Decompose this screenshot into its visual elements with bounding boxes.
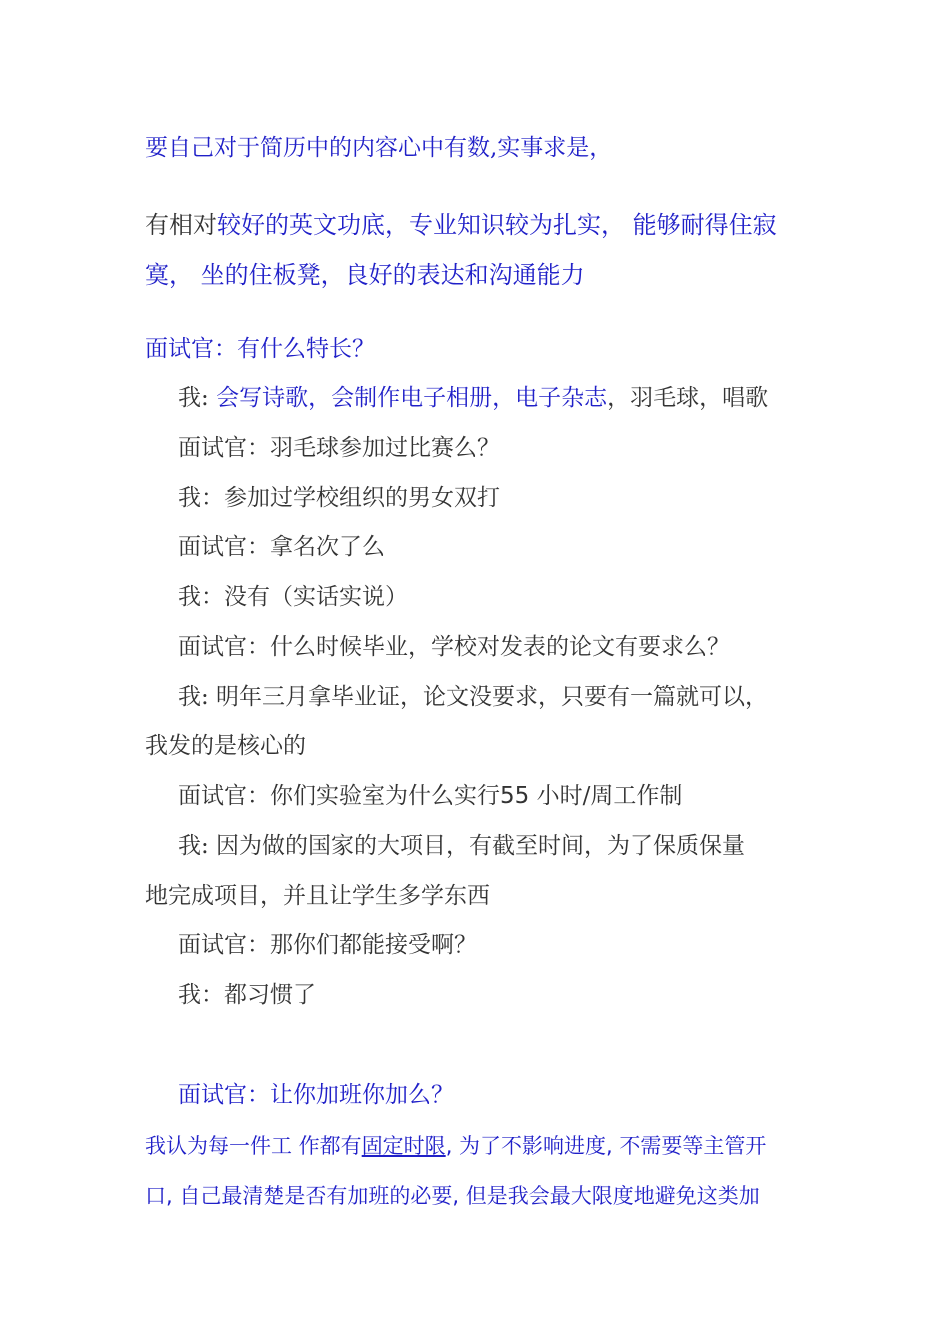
answer-graduation-line1: 我: 明年三月拿毕业证，论文没要求，只要有一篇就可以，	[178, 684, 769, 710]
answer-accept: 我：都习惯了	[178, 982, 316, 1008]
text-segment: 我认为每一件工 作都有	[145, 1134, 362, 1158]
question-overtime: 面试官：让你加班你加么？	[178, 1082, 454, 1108]
answer-work-hours-line2: 地完成项目，并且让学生多学东西	[145, 883, 490, 909]
answer-graduation-line2: 我发的是核心的	[145, 733, 306, 759]
text-segment: 面试官：你们实验室为什么实行	[178, 783, 500, 809]
paragraph-strengths-line1	[145, 210, 777, 240]
underlined-text: 固定时限	[361, 1134, 446, 1158]
answer-work-hours-line1: 我: 因为做的国家的大项目，有截至时间，为了保质保量	[178, 833, 746, 859]
answer-overtime-line2: 口, 自己最清楚是否有加班的必要, 但是我会最大限度地避免这类加	[145, 1184, 760, 1208]
text-segment: , 为了不影响进度, 不需要等主管开	[445, 1134, 767, 1158]
answer-specialty	[178, 383, 768, 413]
question-graduation: 面试官：什么时候毕业，学校对发表的论文有要求么？	[178, 634, 730, 660]
question-badminton: 面试官：羽毛球参加过比赛么？	[178, 435, 500, 461]
answer-rest: ，羽毛球，唱歌	[607, 385, 769, 411]
text-segment: 小时/周工作制	[536, 783, 683, 809]
speaker-label: 我:	[178, 385, 217, 411]
text-segment: 有相对	[145, 211, 217, 239]
question-ranking: 面试官：拿名次了么	[178, 534, 385, 560]
question-accept: 面试官：那你们都能接受啊？	[178, 932, 477, 958]
question-work-hours	[178, 781, 682, 811]
paragraph-strengths-line2: 寞， 坐的住板凳，良好的表达和沟通能力	[145, 261, 585, 289]
hours-number: 55	[500, 783, 530, 809]
text-segment-highlight: 较好的英文功底，专业知识较为扎实， 能够耐得住寂	[217, 211, 777, 239]
answer-overtime-line1	[145, 1131, 766, 1161]
answer-ranking: 我：没有（实话实说）	[178, 584, 408, 610]
answer-badminton: 我：参加过学校组织的男女双打	[178, 485, 500, 511]
paragraph-resume-honesty: 要自己对于简历中的内容心中有数,实事求是，	[145, 135, 613, 161]
question-specialty: 面试官：有什么特长？	[145, 336, 375, 362]
answer-highlight: 会写诗歌，会制作电子相册，电子杂志	[216, 385, 608, 411]
